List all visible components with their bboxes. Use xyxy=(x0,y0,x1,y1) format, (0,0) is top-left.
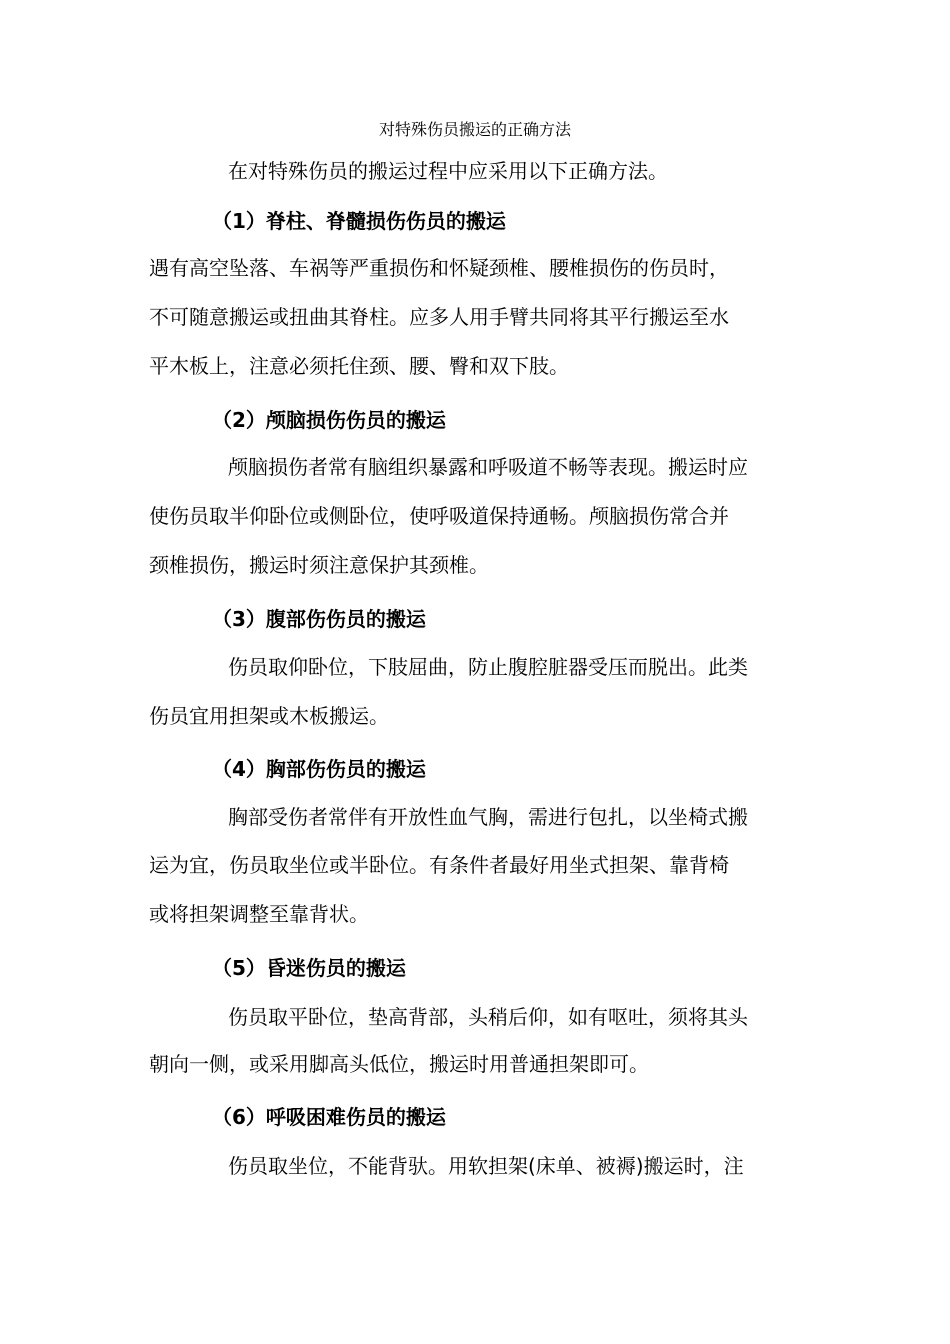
section-3-heading: （3）腹部伤伤员的搬运 xyxy=(212,607,426,631)
section-1-line-2: 不可随意搬运或扭曲其脊柱。应多人用手臂共同将其平行搬运至水 xyxy=(149,305,729,329)
section-6-heading: （6）呼吸困难伤员的搬运 xyxy=(212,1105,446,1129)
section-3-line-2: 伤员宜用担架或木板搬运。 xyxy=(149,704,389,728)
section-1-line-3: 平木板上，注意必须托住颈、腰、臀和双下肢。 xyxy=(149,354,569,378)
section-5-line-2: 朝向一侧，或采用脚高头低位，搬运时用普通担架即可。 xyxy=(149,1052,649,1076)
section-4-line-1: 胸部受伤者常伴有开放性血气胸，需进行包扎，以坐椅式搬 xyxy=(228,805,748,829)
section-1-line-1: 遇有高空坠落、车祸等严重损伤和怀疑颈椎、腰椎损伤的伤员时， xyxy=(149,256,729,280)
section-2-line-2: 使伤员取半仰卧位或侧卧位，使呼吸道保持通畅。颅脑损伤常合并 xyxy=(149,504,729,528)
section-4-line-3: 或将担架调整至靠背状。 xyxy=(149,902,369,926)
section-4-heading: （4）胸部伤伤员的搬运 xyxy=(212,757,426,781)
section-5-line-1: 伤员取平卧位，垫高背部，头稍后仰，如有呕吐，须将其头 xyxy=(228,1005,748,1029)
section-5-heading: （5）昏迷伤员的搬运 xyxy=(212,956,406,980)
document-title: 对特殊伤员搬运的正确方法 xyxy=(378,120,571,139)
section-4-line-2: 运为宜，伤员取坐位或半卧位。有条件者最好用坐式担架、靠背椅 xyxy=(149,853,729,877)
intro-paragraph: 在对特殊伤员的搬运过程中应采用以下正确方法。 xyxy=(228,159,668,183)
section-2-line-1: 颅脑损伤者常有脑组织暴露和呼吸道不畅等表现。搬运时应 xyxy=(228,455,748,479)
section-2-heading: （2）颅脑损伤伤员的搬运 xyxy=(212,408,446,432)
section-1-heading: （1）脊柱、脊髓损伤伤员的搬运 xyxy=(212,209,506,233)
section-6-line-1: 伤员取坐位，不能背驮。用软担架(床单、被褥)搬运时，注 xyxy=(228,1154,744,1178)
section-3-line-1: 伤员取仰卧位，下肢屈曲，防止腹腔脏器受压而脱出。此类 xyxy=(228,655,748,679)
section-2-line-3: 颈椎损伤，搬运时须注意保护其颈椎。 xyxy=(149,553,489,577)
